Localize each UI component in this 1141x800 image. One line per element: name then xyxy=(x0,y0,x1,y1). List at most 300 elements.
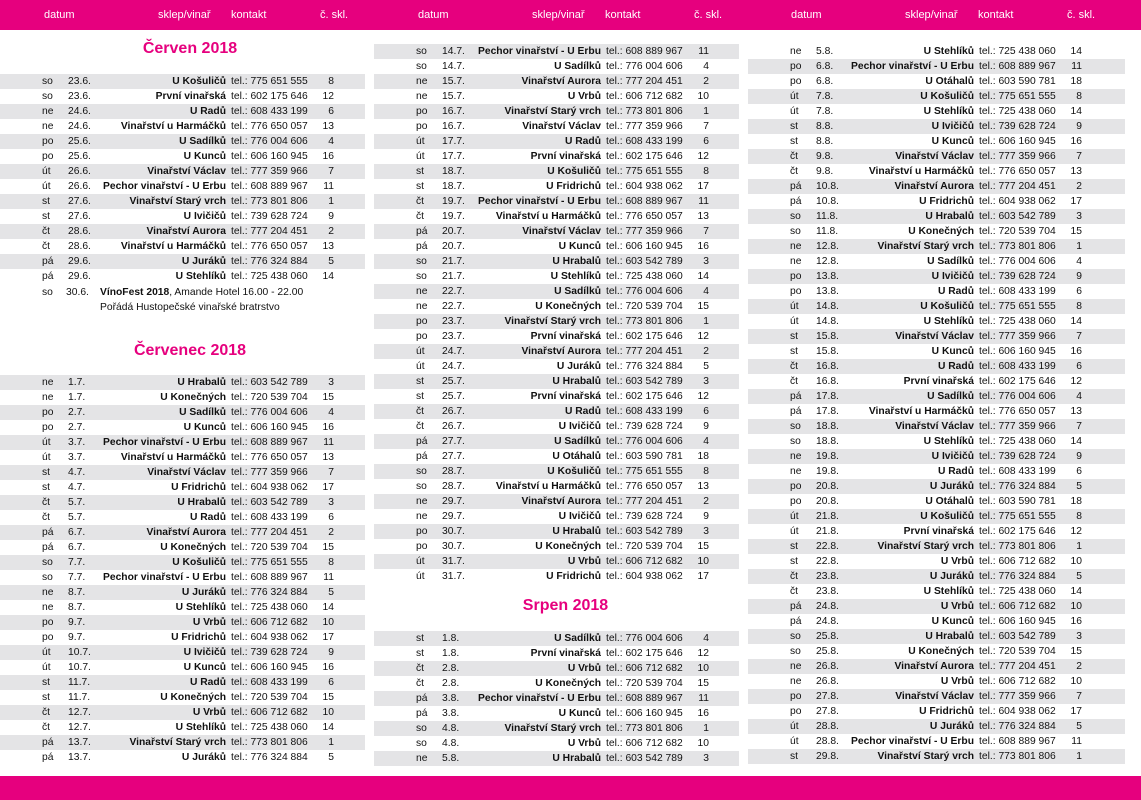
row-shop-name: První vinařská xyxy=(530,151,601,162)
row-contact: tel.: 608 889 967 xyxy=(606,693,683,704)
row-day: po xyxy=(416,106,428,117)
row-day: so xyxy=(416,466,427,477)
row-contact: tel.: 776 324 884 xyxy=(231,256,308,267)
row-shop-number: 14 xyxy=(1070,316,1082,327)
row-day: ne xyxy=(790,676,802,687)
header-contact: kontakt xyxy=(978,9,1014,21)
row-shop-number: 6 xyxy=(328,512,334,523)
row-day: pá xyxy=(790,391,802,402)
row-day: ne xyxy=(42,121,54,132)
schedule-row xyxy=(748,554,1125,569)
schedule-row xyxy=(374,224,739,239)
row-date: 12.7. xyxy=(68,722,91,733)
row-day: út xyxy=(42,166,51,177)
row-contact: tel.: 606 160 945 xyxy=(231,662,308,673)
schedule-row xyxy=(374,344,739,359)
row-date: 26.6. xyxy=(68,166,91,177)
schedule-row xyxy=(374,539,739,554)
row-day: út xyxy=(790,106,799,117)
row-shop-number: 14 xyxy=(1070,106,1082,117)
event-title: VínoFest 2018 xyxy=(100,287,170,298)
row-contact: tel.: 606 160 945 xyxy=(979,346,1056,357)
row-shop-name: Vinařství Starý vrch xyxy=(877,241,974,252)
row-date: 1.7. xyxy=(68,377,86,388)
row-shop-number: 2 xyxy=(703,76,709,87)
schedule-row xyxy=(748,179,1125,194)
row-date: 26.7. xyxy=(442,406,465,417)
row-shop-number: 2 xyxy=(328,226,334,237)
row-shop-name: Vinařství u Harmáčků xyxy=(495,211,601,222)
row-day: pá xyxy=(416,708,428,719)
row-shop-name: U Sadílků xyxy=(554,633,601,644)
row-day: pá xyxy=(790,601,802,612)
row-date: 10.8. xyxy=(816,181,839,192)
row-shop-name: Pechor vinařství - U Erbu xyxy=(477,693,601,704)
row-shop-name: Vinařství Aurora xyxy=(521,496,601,507)
row-day: pá xyxy=(790,181,802,192)
row-contact: tel.: 773 801 806 xyxy=(231,737,308,748)
row-shop-name: U Ivičičů xyxy=(558,511,601,522)
row-day: st xyxy=(416,376,425,387)
schedule-row xyxy=(748,674,1125,689)
row-shop-name: Vinařství Aurora xyxy=(894,181,974,192)
row-contact: tel.: 602 175 646 xyxy=(231,91,308,102)
row-shop-name: U Fridrichů xyxy=(546,571,601,582)
row-shop-name: Vinařství u Harmáčků xyxy=(495,481,601,492)
row-shop-number: 9 xyxy=(703,421,709,432)
row-date: 10.8. xyxy=(816,196,839,207)
header-shop: sklep/vinař xyxy=(158,9,211,21)
schedule-row xyxy=(374,179,739,194)
row-contact: tel.: 775 651 555 xyxy=(231,557,308,568)
row-shop-name: U Kunců xyxy=(183,151,226,162)
row-contact: tel.: 776 324 884 xyxy=(979,571,1056,582)
row-contact: tel.: 608 433 199 xyxy=(231,677,308,688)
schedule-row xyxy=(748,584,1125,599)
schedule-row xyxy=(748,89,1125,104)
row-day: út xyxy=(42,181,51,192)
row-shop-name: U Kunců xyxy=(931,616,974,627)
row-date: 10.7. xyxy=(68,647,91,658)
row-date: 31.7. xyxy=(442,556,465,567)
row-shop-name: U Konečných xyxy=(160,542,226,553)
schedule-row xyxy=(748,44,1125,59)
row-shop-name: U Stehlíků xyxy=(175,271,226,282)
row-contact: tel.: 606 712 682 xyxy=(979,676,1056,687)
row-day: st xyxy=(42,467,51,478)
row-contact: tel.: 725 438 060 xyxy=(606,271,683,282)
schedule-row xyxy=(374,389,739,404)
row-day: so xyxy=(790,421,801,432)
row-contact: tel.: 777 204 451 xyxy=(231,527,308,538)
row-day: po xyxy=(42,136,54,147)
row-shop-name: Vinařství u Harmáčků xyxy=(120,121,226,132)
row-contact: tel.: 777 204 451 xyxy=(231,226,308,237)
schedule-row xyxy=(748,434,1125,449)
row-shop-name: Vinařství Starý vrch xyxy=(877,541,974,552)
row-shop-name: U Konečných xyxy=(160,392,226,403)
row-contact: tel.: 720 539 704 xyxy=(231,392,308,403)
row-contact: tel.: 777 204 451 xyxy=(606,496,683,507)
row-shop-number: 12 xyxy=(697,391,709,402)
row-shop-number: 8 xyxy=(1076,511,1082,522)
row-contact: tel.: 603 542 789 xyxy=(979,211,1056,222)
row-contact: tel.: 602 175 646 xyxy=(606,331,683,342)
event-day: so xyxy=(42,287,53,298)
schedule-row xyxy=(374,89,739,104)
row-date: 14.7. xyxy=(442,46,465,57)
row-shop-number: 4 xyxy=(703,633,709,644)
row-day: po xyxy=(42,617,54,628)
row-day: so xyxy=(790,211,801,222)
row-date: 9.8. xyxy=(816,166,834,177)
row-shop-number: 14 xyxy=(1070,46,1082,57)
row-shop-number: 3 xyxy=(1076,211,1082,222)
row-day: út xyxy=(42,662,51,673)
row-day: st xyxy=(790,331,799,342)
row-shop-name: U Košuličů xyxy=(920,301,974,312)
row-shop-number: 14 xyxy=(322,271,334,282)
row-day: po xyxy=(790,76,802,87)
row-shop-number: 1 xyxy=(703,106,709,117)
row-date: 23.8. xyxy=(816,571,839,582)
row-shop-name: Vinařství Starý vrch xyxy=(129,196,226,207)
row-contact: tel.: 602 175 646 xyxy=(606,391,683,402)
row-shop-name: Vinařství Václav xyxy=(895,151,974,162)
row-shop-name: U Konečných xyxy=(535,301,601,312)
row-shop-number: 18 xyxy=(697,451,709,462)
schedule-row xyxy=(0,119,365,134)
row-shop-number: 8 xyxy=(1076,91,1082,102)
schedule-row xyxy=(0,525,365,540)
row-shop-number: 3 xyxy=(703,256,709,267)
schedule-row xyxy=(748,644,1125,659)
row-day: út xyxy=(416,346,425,357)
schedule-row xyxy=(748,119,1125,134)
schedule-row xyxy=(374,194,739,209)
row-contact: tel.: 602 175 646 xyxy=(979,376,1056,387)
row-day: út xyxy=(42,437,51,448)
row-shop-number: 1 xyxy=(1076,541,1082,552)
row-shop-name: Vinařství Václav xyxy=(522,121,601,132)
row-contact: tel.: 606 712 682 xyxy=(606,738,683,749)
schedule-row xyxy=(748,269,1125,284)
row-contact: tel.: 776 004 606 xyxy=(606,286,683,297)
row-date: 27.7. xyxy=(442,436,465,447)
row-contact: tel.: 606 160 945 xyxy=(231,151,308,162)
row-shop-name: U Konečných xyxy=(535,541,601,552)
row-shop-number: 10 xyxy=(322,617,334,628)
row-shop-name: U Sadílků xyxy=(554,61,601,72)
row-day: čt xyxy=(42,707,51,718)
row-shop-number: 1 xyxy=(1076,751,1082,762)
row-shop-number: 8 xyxy=(703,466,709,477)
row-date: 17.7. xyxy=(442,136,465,147)
schedule-row xyxy=(374,676,739,691)
row-shop-number: 14 xyxy=(322,602,334,613)
row-day: čt xyxy=(790,361,799,372)
schedule-row xyxy=(748,389,1125,404)
row-contact: tel.: 773 801 806 xyxy=(979,541,1056,552)
schedule-row xyxy=(748,194,1125,209)
row-shop-number: 9 xyxy=(328,211,334,222)
row-contact: tel.: 739 628 724 xyxy=(979,121,1056,132)
row-contact: tel.: 777 359 966 xyxy=(231,467,308,478)
row-date: 9.7. xyxy=(68,617,86,628)
row-shop-name: U Stehlíků xyxy=(175,602,226,613)
row-shop-name: U Stehlíků xyxy=(923,586,974,597)
schedule-row xyxy=(0,179,365,194)
schedule-row xyxy=(748,254,1125,269)
row-contact: tel.: 604 938 062 xyxy=(231,632,308,643)
row-shop-number: 17 xyxy=(322,632,334,643)
row-day: pá xyxy=(42,271,54,282)
schedule-row xyxy=(0,420,365,435)
row-shop-number: 7 xyxy=(1076,691,1082,702)
row-contact: tel.: 773 801 806 xyxy=(606,723,683,734)
row-date: 31.7. xyxy=(442,571,465,582)
row-shop-name: U Radů xyxy=(937,466,974,477)
row-shop-number: 11 xyxy=(698,196,709,207)
row-shop-number: 17 xyxy=(697,181,709,192)
schedule-row xyxy=(374,104,739,119)
row-day: út xyxy=(790,511,799,522)
row-shop-name: Pechor vinařství - U Erbu xyxy=(102,572,226,583)
row-day: ne xyxy=(790,256,802,267)
header-shop: sklep/vinař xyxy=(532,9,585,21)
row-day: st xyxy=(790,541,799,552)
row-shop-name: U Vrbů xyxy=(192,707,226,718)
row-date: 21.8. xyxy=(816,526,839,537)
row-date: 4.8. xyxy=(442,723,460,734)
row-contact: tel.: 776 004 606 xyxy=(606,436,683,447)
row-shop-name: U Juráků xyxy=(929,721,974,732)
row-date: 21.7. xyxy=(442,256,465,267)
row-shop-name: U Vrbů xyxy=(192,617,226,628)
row-day: ne xyxy=(416,753,428,764)
row-contact: tel.: 777 204 451 xyxy=(606,76,683,87)
row-contact: tel.: 603 590 781 xyxy=(979,496,1056,507)
row-day: so xyxy=(416,61,427,72)
row-shop-name: U Sadílků xyxy=(927,391,974,402)
row-contact: tel.: 739 628 724 xyxy=(979,451,1056,462)
row-shop-number: 4 xyxy=(328,407,334,418)
row-shop-number: 3 xyxy=(703,526,709,537)
row-shop-name: U Stehlíků xyxy=(923,436,974,447)
row-shop-name: Vinařství Václav xyxy=(147,467,226,478)
row-contact: tel.: 606 160 945 xyxy=(979,136,1056,147)
row-contact: tel.: 776 650 057 xyxy=(979,166,1056,177)
row-date: 18.8. xyxy=(816,421,839,432)
row-shop-name: U Sadílků xyxy=(554,286,601,297)
header-datum: datum xyxy=(791,9,822,21)
row-day: út xyxy=(790,91,799,102)
schedule-row xyxy=(374,569,739,584)
row-contact: tel.: 776 650 057 xyxy=(606,211,683,222)
row-date: 23.6. xyxy=(68,91,91,102)
row-day: út xyxy=(416,151,425,162)
schedule-row xyxy=(748,704,1125,719)
row-date: 6.8. xyxy=(816,76,834,87)
row-shop-number: 4 xyxy=(703,436,709,447)
row-contact: tel.: 608 889 967 xyxy=(231,572,308,583)
row-date: 23.8. xyxy=(816,586,839,597)
row-date: 2.7. xyxy=(68,422,86,433)
row-contact: tel.: 603 542 789 xyxy=(231,377,308,388)
row-shop-number: 12 xyxy=(1070,526,1082,537)
row-shop-name: U Vrbů xyxy=(567,663,601,674)
row-contact: tel.: 739 628 724 xyxy=(606,511,683,522)
row-contact: tel.: 608 433 199 xyxy=(979,361,1056,372)
row-date: 16.8. xyxy=(816,361,839,372)
row-contact: tel.: 608 889 967 xyxy=(231,437,308,448)
row-shop-number: 3 xyxy=(703,376,709,387)
row-date: 3.8. xyxy=(442,693,460,704)
schedule-row xyxy=(748,419,1125,434)
month-title-june: Červen 2018 xyxy=(142,40,238,57)
row-date: 28.7. xyxy=(442,466,465,477)
row-date: 19.7. xyxy=(442,211,465,222)
schedule-row xyxy=(748,209,1125,224)
row-date: 25.7. xyxy=(442,376,465,387)
schedule-row xyxy=(374,299,739,314)
row-date: 20.7. xyxy=(442,241,465,252)
schedule-row xyxy=(0,705,365,720)
row-shop-name: Vinařství Václav xyxy=(895,421,974,432)
row-day: st xyxy=(42,482,51,493)
row-shop-name: U Radů xyxy=(937,361,974,372)
row-day: so xyxy=(416,723,427,734)
row-shop-number: 9 xyxy=(1076,271,1082,282)
row-day: so xyxy=(790,646,801,657)
row-date: 20.8. xyxy=(816,496,839,507)
schedule-row xyxy=(0,570,365,585)
row-shop-number: 10 xyxy=(697,663,709,674)
row-shop-number: 1 xyxy=(703,316,709,327)
row-shop-number: 3 xyxy=(328,377,334,388)
row-contact: tel.: 603 590 781 xyxy=(979,76,1056,87)
schedule-row xyxy=(374,736,739,751)
schedule-row xyxy=(748,614,1125,629)
schedule-row xyxy=(374,449,739,464)
row-date: 15.8. xyxy=(816,346,839,357)
row-shop-number: 5 xyxy=(1076,481,1082,492)
row-shop-number: 5 xyxy=(328,587,334,598)
row-date: 30.7. xyxy=(442,541,465,552)
row-shop-number: 10 xyxy=(697,556,709,567)
schedule-row xyxy=(0,465,365,480)
row-shop-name: Vinařství Starý vrch xyxy=(504,316,601,327)
row-contact: tel.: 606 160 945 xyxy=(606,708,683,719)
row-contact: tel.: 606 712 682 xyxy=(606,91,683,102)
row-day: út xyxy=(416,136,425,147)
row-contact: tel.: 606 712 682 xyxy=(231,707,308,718)
row-shop-name: U Vrbů xyxy=(567,91,601,102)
row-date: 11.7. xyxy=(68,677,91,688)
row-shop-number: 15 xyxy=(322,692,334,703)
row-shop-number: 2 xyxy=(1076,661,1082,672)
header-contact: kontakt xyxy=(231,9,267,21)
row-date: 20.7. xyxy=(442,226,465,237)
row-shop-name: U Fridrichů xyxy=(919,196,974,207)
schedule-row xyxy=(748,734,1125,749)
row-contact: tel.: 776 324 884 xyxy=(231,587,308,598)
schedule-row xyxy=(374,554,739,569)
row-date: 23.6. xyxy=(68,76,91,87)
row-shop-number: 15 xyxy=(322,392,334,403)
row-shop-name: Vinařství Aurora xyxy=(894,661,974,672)
row-shop-name: U Ivičičů xyxy=(931,271,974,282)
row-date: 28.6. xyxy=(68,241,91,252)
row-day: ne xyxy=(790,46,802,57)
schedule-row xyxy=(374,751,739,766)
row-shop-number: 17 xyxy=(1070,706,1082,717)
row-date: 5.7. xyxy=(68,512,86,523)
schedule-row xyxy=(374,149,739,164)
row-shop-name: U Kunců xyxy=(183,662,226,673)
row-contact: tel.: 776 650 057 xyxy=(231,121,308,132)
row-contact: tel.: 720 539 704 xyxy=(979,646,1056,657)
row-contact: tel.: 602 175 646 xyxy=(979,526,1056,537)
row-date: 6.8. xyxy=(816,61,834,72)
row-shop-name: U Kunců xyxy=(558,708,601,719)
schedule-row xyxy=(748,509,1125,524)
row-day: st xyxy=(42,211,51,222)
row-contact: tel.: 776 004 606 xyxy=(606,633,683,644)
schedule-row xyxy=(748,539,1125,554)
row-day: po xyxy=(416,541,428,552)
row-shop-number: 1 xyxy=(703,723,709,734)
row-date: 26.6. xyxy=(68,181,91,192)
row-day: pá xyxy=(416,241,428,252)
row-shop-number: 7 xyxy=(703,226,709,237)
schedule-row xyxy=(0,540,365,555)
row-shop-name: První vinařská xyxy=(903,376,974,387)
row-shop-number: 5 xyxy=(1076,571,1082,582)
row-shop-name: Vinařství Aurora xyxy=(521,76,601,87)
schedule-row xyxy=(374,74,739,89)
row-contact: tel.: 776 004 606 xyxy=(231,136,308,147)
row-day: čt xyxy=(42,497,51,508)
row-contact: tel.: 606 712 682 xyxy=(979,556,1056,567)
row-contact: tel.: 720 539 704 xyxy=(606,301,683,312)
row-day: pá xyxy=(42,256,54,267)
row-shop-name: U Hrabalů xyxy=(925,631,974,642)
row-day: čt xyxy=(416,421,425,432)
row-shop-name: Vinařství u Harmáčků xyxy=(120,241,226,252)
row-shop-number: 13 xyxy=(697,211,709,222)
row-shop-number: 16 xyxy=(1070,136,1082,147)
schedule-row xyxy=(374,721,739,736)
row-day: čt xyxy=(416,678,425,689)
row-shop-name: Vinařství Starý vrch xyxy=(129,737,226,748)
row-contact: tel.: 725 438 060 xyxy=(231,271,308,282)
row-date: 23.7. xyxy=(442,331,465,342)
row-date: 29.6. xyxy=(68,256,91,267)
schedule-row xyxy=(374,464,739,479)
event-vinofest xyxy=(42,285,304,300)
schedule-row xyxy=(748,359,1125,374)
row-date: 28.8. xyxy=(816,721,839,732)
row-shop-name: U Sadílků xyxy=(179,136,226,147)
row-date: 9.8. xyxy=(816,151,834,162)
schedule-row xyxy=(748,464,1125,479)
row-shop-name: Vinařství u Harmáčků xyxy=(868,166,974,177)
row-date: 29.6. xyxy=(68,271,91,282)
row-contact: tel.: 606 712 682 xyxy=(231,617,308,628)
row-date: 18.7. xyxy=(442,181,465,192)
row-date: 3.7. xyxy=(68,452,86,463)
